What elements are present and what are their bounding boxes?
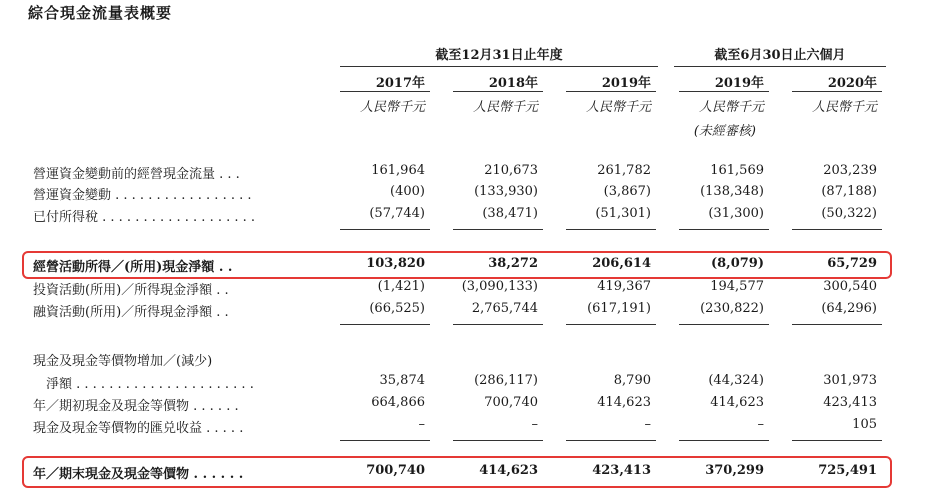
year-header-rule [566, 91, 656, 92]
subtotal-rule [792, 440, 882, 441]
row-value: 300,540 [823, 279, 877, 294]
row-value: 414,623 [597, 395, 651, 410]
unit-label: 人民幣千元 [811, 100, 877, 115]
row-value: 206,614 [592, 256, 651, 271]
row-value: 161,569 [710, 163, 764, 178]
row-value: (66,525) [369, 301, 425, 316]
row-label: 淨額 . . . . . . . . . . . . . . . . . . . . . . [33, 377, 254, 392]
subtotal-rule [566, 324, 656, 325]
row-value: (138,348) [700, 184, 764, 199]
subtotal-rule [792, 324, 882, 325]
unaudited-note: (未經審核) [693, 124, 756, 139]
row-value: 203,239 [823, 163, 877, 178]
row-label: 現金及現金等價物增加／(減少) [33, 354, 213, 369]
row-value: – [531, 417, 538, 432]
row-value: (8,079) [710, 256, 764, 271]
row-value: (44,324) [708, 373, 764, 388]
row-label: 年／期初現金及現金等價物 . . . . . . [33, 399, 239, 414]
row-value: (617,191) [587, 301, 651, 316]
row-value: (87,188) [821, 184, 877, 199]
year-header-rule [340, 91, 430, 92]
row-value: 261,782 [597, 163, 651, 178]
year-header-rule [679, 91, 769, 92]
subtotal-rule [340, 440, 430, 441]
subtotal-rule [453, 324, 543, 325]
row-value: (3,090,133) [461, 279, 538, 294]
subtotal-rule [566, 229, 656, 230]
row-value: 2,765,744 [471, 301, 538, 316]
row-value: 725,491 [818, 463, 877, 478]
row-value: 65,729 [827, 256, 877, 271]
subtotal-rule [453, 229, 543, 230]
row-value: (64,296) [821, 301, 877, 316]
row-label: 營運資金變動 . . . . . . . . . . . . . . . . . [33, 188, 252, 203]
subtotal-rule [340, 229, 430, 230]
row-label: 現金及現金等價物的匯兑收益 . . . . . [33, 421, 244, 436]
row-value: 301,973 [823, 373, 877, 388]
header-group-full-year: 截至12月31日止年度 [435, 48, 563, 63]
header-group-full-year-rule [340, 66, 658, 67]
year-header-2017: 2017年 [375, 76, 425, 91]
row-value: (3,867) [603, 184, 651, 199]
row-value: (50,322) [821, 206, 877, 221]
unit-label: 人民幣千元 [359, 100, 425, 115]
row-value: – [644, 417, 651, 432]
row-value: (57,744) [369, 206, 425, 221]
row-value: (230,822) [700, 301, 764, 316]
year-header-2020-interim: 2020年 [827, 76, 877, 91]
row-label: 融資活動(所用)／所得現金淨額 . . [33, 305, 229, 320]
row-value: 105 [852, 417, 877, 432]
row-value: 8,790 [613, 373, 651, 388]
year-header-2019: 2019年 [601, 76, 651, 91]
row-value: 210,673 [484, 163, 538, 178]
subtotal-rule [679, 440, 769, 441]
subtotal-rule [792, 229, 882, 230]
unit-label: 人民幣千元 [698, 100, 764, 115]
row-value: 700,740 [484, 395, 538, 410]
year-header-2018: 2018年 [488, 76, 538, 91]
subtotal-rule [566, 440, 656, 441]
unit-label: 人民幣千元 [585, 100, 651, 115]
year-header-rule [453, 91, 543, 92]
row-value: 700,740 [366, 463, 425, 478]
row-value: – [418, 417, 425, 432]
row-label: 營運資金變動前的經營現金流量 . . . [33, 167, 240, 182]
row-value: (31,300) [708, 206, 764, 221]
row-value: (38,471) [482, 206, 538, 221]
subtotal-rule [453, 440, 543, 441]
unit-label: 人民幣千元 [472, 100, 538, 115]
row-value: 423,413 [823, 395, 877, 410]
row-label: 經營活動所得／(所用)現金淨額 . . [33, 260, 233, 275]
row-value: 419,367 [597, 279, 651, 294]
row-value: 38,272 [488, 256, 538, 271]
row-value: 35,874 [379, 373, 425, 388]
year-header-2019-interim: 2019年 [714, 76, 764, 91]
subtotal-rule [679, 324, 769, 325]
row-value: (1,421) [377, 279, 425, 294]
row-label: 已付所得稅 . . . . . . . . . . . . . . . . . . . [33, 210, 256, 225]
row-value: (400) [390, 184, 425, 199]
header-group-six-months: 截至6月30日止六個月 [714, 48, 846, 63]
row-label: 投資活動(所用)／所得現金淨額 . . [33, 283, 229, 298]
header-group-six-months-rule [674, 66, 886, 67]
row-value: (133,930) [474, 184, 538, 199]
row-value: 103,820 [366, 256, 425, 271]
row-value: (51,301) [595, 206, 651, 221]
year-header-rule [792, 91, 882, 92]
row-value: 414,623 [710, 395, 764, 410]
row-value: 664,866 [371, 395, 425, 410]
row-value: 414,623 [479, 463, 538, 478]
row-value: – [757, 417, 764, 432]
statement-title: 綜合現金流量表概要 [28, 4, 173, 22]
row-value: 370,299 [705, 463, 764, 478]
row-label: 年／期末現金及現金等價物 . . . . . . [33, 467, 244, 482]
row-value: 194,577 [710, 279, 764, 294]
subtotal-rule [679, 229, 769, 230]
row-value: (286,117) [474, 373, 538, 388]
row-value: 161,964 [371, 163, 425, 178]
subtotal-rule [340, 324, 430, 325]
row-value: 423,413 [592, 463, 651, 478]
